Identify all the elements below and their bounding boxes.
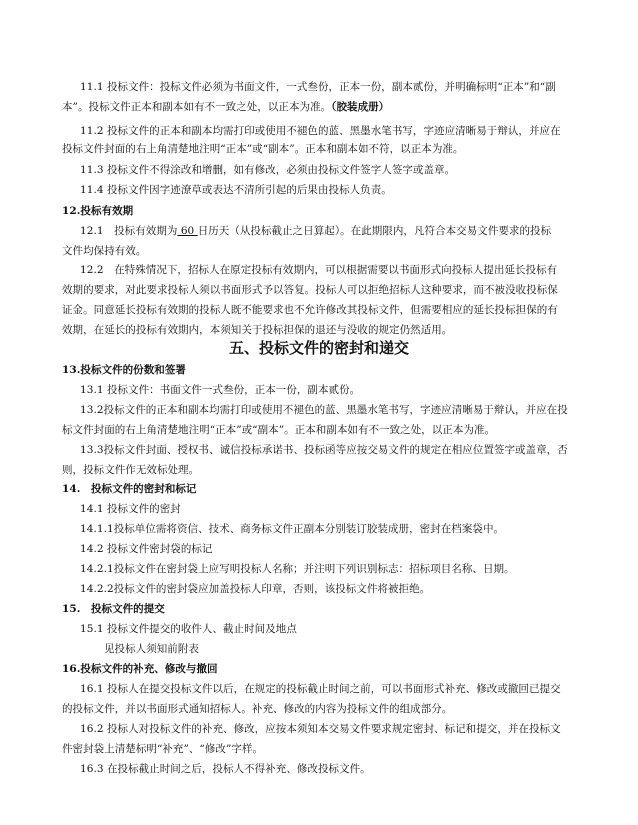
section-title: 五、投标文件的密封和递交 [228,339,409,357]
para-14-1: 14.1 投标文件的密封 [80,503,181,515]
para-11-3: 11.3 投标文件不得涂改和增删，如有修改，必须由投标文件签字人签字或盖章。 [80,164,456,176]
heading-14: 14. 投标文件的密封和标记 [62,483,197,495]
para-11-4: 11.4 投标文件因字迹潦草或表达不清所引起的后果由投标人负责。 [80,184,392,196]
para-16-1-line2: 的投标文件，并以书面形式通知招标人。补充、修改的内容为投标文件的组成部分。 [62,703,453,715]
para-12-1-line2: 文件均保持有效。 [62,245,147,257]
para-12-2-line2: 效期的要求，对此要求投标人须以书面形式予以答复。投标人可以拒绝招标人这种要求，而不被没收投标保 [62,284,558,296]
para-13-2-line2: 标文件封面的右上角清楚地注明“正本”或“副本”。正本和副本如有不一致之处，以正本为准。 [62,424,496,436]
validity-suffix: 日历天（从投标截止之日算起）。在此期限内，凡符合本交易文件要求的投标 [197,225,552,237]
validity-prefix: 12.1 投标有效期为 [80,225,178,237]
heading-13: 13.投标文件的份数和签署 [62,364,186,376]
para-13-3-line1: 13.3投标文件封面、授权书、诚信投标承诺书、投标函等应按交易文件的规定在相应位置签字或盖章，否 [80,444,568,456]
para-14-1-1: 14.1.1投标单位需将资信、技术、商务标文件正副本分别装订胶装成册，密封在档案袋中。 [80,523,505,535]
para-11-2-line1: 11.2 投标文件的正本和副本均需打印或使用不褪色的蓝、黑墨水笔书写，字迹应清晰易于辩认，并应在 [80,125,561,137]
para-12-1-line1 [80,224,551,238]
para-16-2-line2: 件密封袋上清楚标明“补充”、“修改”字样。 [62,743,264,755]
para-13-3-line2: 则，投标文件作无效标处理。 [62,464,200,476]
para-16-3: 16.3 在投标截止时间之后，投标人不得补充、修改投标文件。 [80,763,371,775]
para-15-1-note: 见投标人须知前附表 [104,643,199,655]
para-11-1-line2 [62,100,389,114]
para-16-1-line1: 16.1 投标人在提交投标文件以后，在规定的投标截止时间之前，可以书面形式补充、修改或撤回已提交 [80,683,561,695]
para-11-1-line1: 11.1 投标文件：投标文件必须为书面文件，一式叁份，正本一份，副本贰份，并明确标明“正本”和“副 [80,81,556,93]
para-14-2-1: 14.2.1投标文件在密封袋上应写明投标人名称；并注明下列识别标志：招标项目名称、日期。 [80,563,515,575]
para-13-2-line1: 13.2投标文件的正本和副本均需打印或使用不褪色的蓝、黑墨水笔书写，字迹应清晰易于辩认，并应在投 [80,404,568,416]
para-12-2-line4: 效期，在延长的投标有效期内，本须知关于投标担保的退还与没收的规定仍然适用。 [62,324,453,336]
para-12-2-line3: 证金。同意延长投标有效期的投标人既不能要求也不允许修改其投标文件，但需要相应的延长投标担保的有 [62,304,558,316]
para-14-2: 14.2 投标文件密封袋的标记 [80,543,213,555]
para-12-2-line1: 12.2 在特殊情况下，招标人在原定投标有效期内，可以根据需要以书面形式向投标人提出延长投标有 [80,264,558,276]
bound-volume-note: （胶装成册） [331,101,390,113]
para-11-2-line2: 投标文件封面的右上角清楚地注明“正本”或“副本”。正本和副本如不符，以正本为准。 [62,143,464,155]
para-14-2-2: 14.2.2投标文件的密封袋应加盖投标人印章，否则，该投标文件将被拒绝。 [80,583,431,595]
heading-12: 12.投标有效期 [62,205,134,217]
para-13-1: 13.1 投标文件：书面文件一式叁份，正本一份，副本贰份。 [80,384,361,396]
heading-15: 15. 投标文件的提交 [62,603,165,615]
para-16-2-line1: 16.2 投标人对投标文件的补充、修改，应按本须知本交易文件要求规定密封、标记和提交，并在投标文 [80,723,561,735]
para-15-1: 15.1 投标文件提交的收件人、截止时间及地点 [80,623,297,635]
heading-16: 16.投标文件的补充、修改与撤回 [62,663,218,675]
validity-days: 60 [177,225,198,237]
para-11-1-text: 本”。投标文件正本和副本如有不一致之处，以正本为准。 [62,101,332,113]
